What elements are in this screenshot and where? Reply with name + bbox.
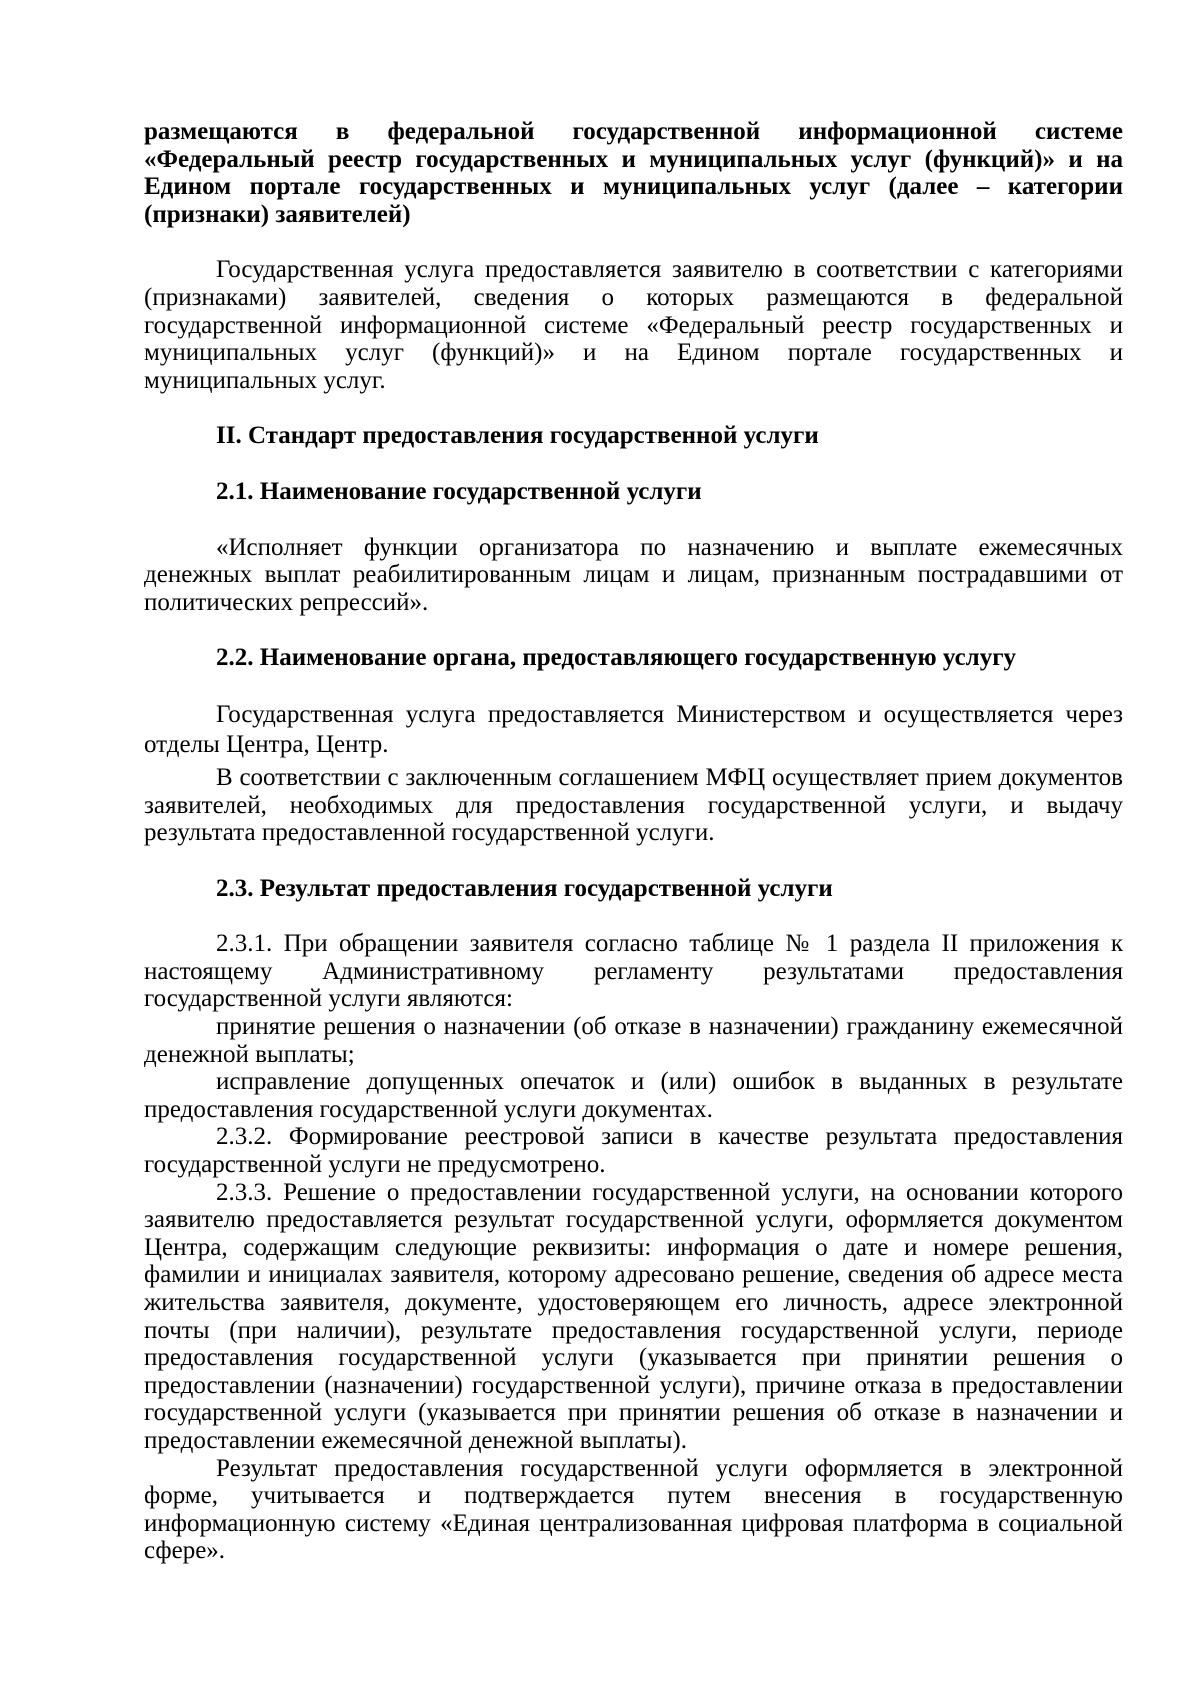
intro-paragraph: Государственная услуга предоставляется заявителю в соответствии с категориями (признаками) заявителей, сведения о которых размещаются в федеральной государственной информационной системе «Федеральный реестр государственных и муниципальных услуг (функций)» и на Едином портале государственных и муниципальных услуг. [144,256,1123,394]
spacer [144,616,1123,644]
section-title: II. Стандарт предоставления государственной услуги [216,422,819,450]
section-2-3-3-paragraph: 2.3.3. Решение о предоставлении государственной услуги, на основании которого заявителю предоставляется результат государственной услуги, оформляется документом Центра, содержащим следующие реквизиты: информация о дате и номере решения, фамилии и инициалах заявителя, которому адресовано решение, сведения об адресе места жительства заявителя, документе, удостоверяющем его личность, адресе электронной почты (при наличии), результате предоставления государственной услуги, периоде предоставления государственной услуги (указывается при принятии решения о предоставлении (назначении) государственной услуги), причине отказа в предоставлении государственной услуги (указывается при принятии решения об отказе в назначении и предоставлении ежемесячной денежной выплаты). [144,1178,1123,1454]
section-2-1-title: 2.1. Наименование государственной услуги [216,477,702,505]
section-2-1-text: «Исполняет функции организатора по назначению и выплате ежемесячных денежных выплат реабилитированным лицам и лицам, признанным пострадавшими от политических репрессий». [144,533,1123,616]
spacer [144,902,1123,930]
section-2-3-1-item-1: принятие решения о назначении (об отказе в назначении) гражданину ежемесячной денежной выплаты; [144,1013,1123,1068]
section-2-2-title: 2.2. Наименование органа, предоставляющего государственную услугу [216,644,1017,672]
spacer [144,506,1123,534]
spacer [144,847,1123,875]
section-2-3-result-paragraph: Результат предоставления государственной услуги оформляется в электронной форме, учитывается и подтверждается путем внесения в государственную информационную систему «Единая централизованная цифровая платформа в социальной сфере». [144,1454,1123,1565]
spacer [144,394,1123,422]
spacer [144,672,1123,700]
section-2-3-title: 2.3. Результат предоставления государственной услуги [216,874,833,902]
document-page [144,118,1123,1565]
section-2-2-paragraph-2: В соответствии с заключенным соглашением МФЦ осуществляет прием документов заявителей, необходимых для предоставления государственной услуги, и выдачу результата предоставленной государственной услуги. [144,763,1123,847]
spacer [144,228,1123,256]
section-2-3-2-paragraph: 2.3.2. Формирование реестровой записи в качестве результата предоставления государственной услуги не предусмотрено. [144,1123,1123,1179]
intro-bold-paragraph: размещаются в федеральной государственной информационной системе «Федеральный реестр государственных и муниципальных услуг (функций)» и на Едином портале государственных и муниципальных услуг (далее – категории (признаки) заявителей) [144,118,1123,228]
section-2-3-1-paragraph: 2.3.1. При обращении заявителя согласно таблице № 1 раздела II приложения к настоящему Административному регламенту результатами предоставления государственной услуги являются: [144,930,1123,1013]
section-2-3-1-item-2: исправление допущенных опечаток и (или) ошибок в выданных в результате предоставления государственной услуги документах. [144,1068,1123,1123]
spacer [144,450,1123,478]
section-2-2-paragraph-1: Государственная услуга предоставляется Министерством и осуществляется через отделы Центра, Центр. [144,700,1123,758]
